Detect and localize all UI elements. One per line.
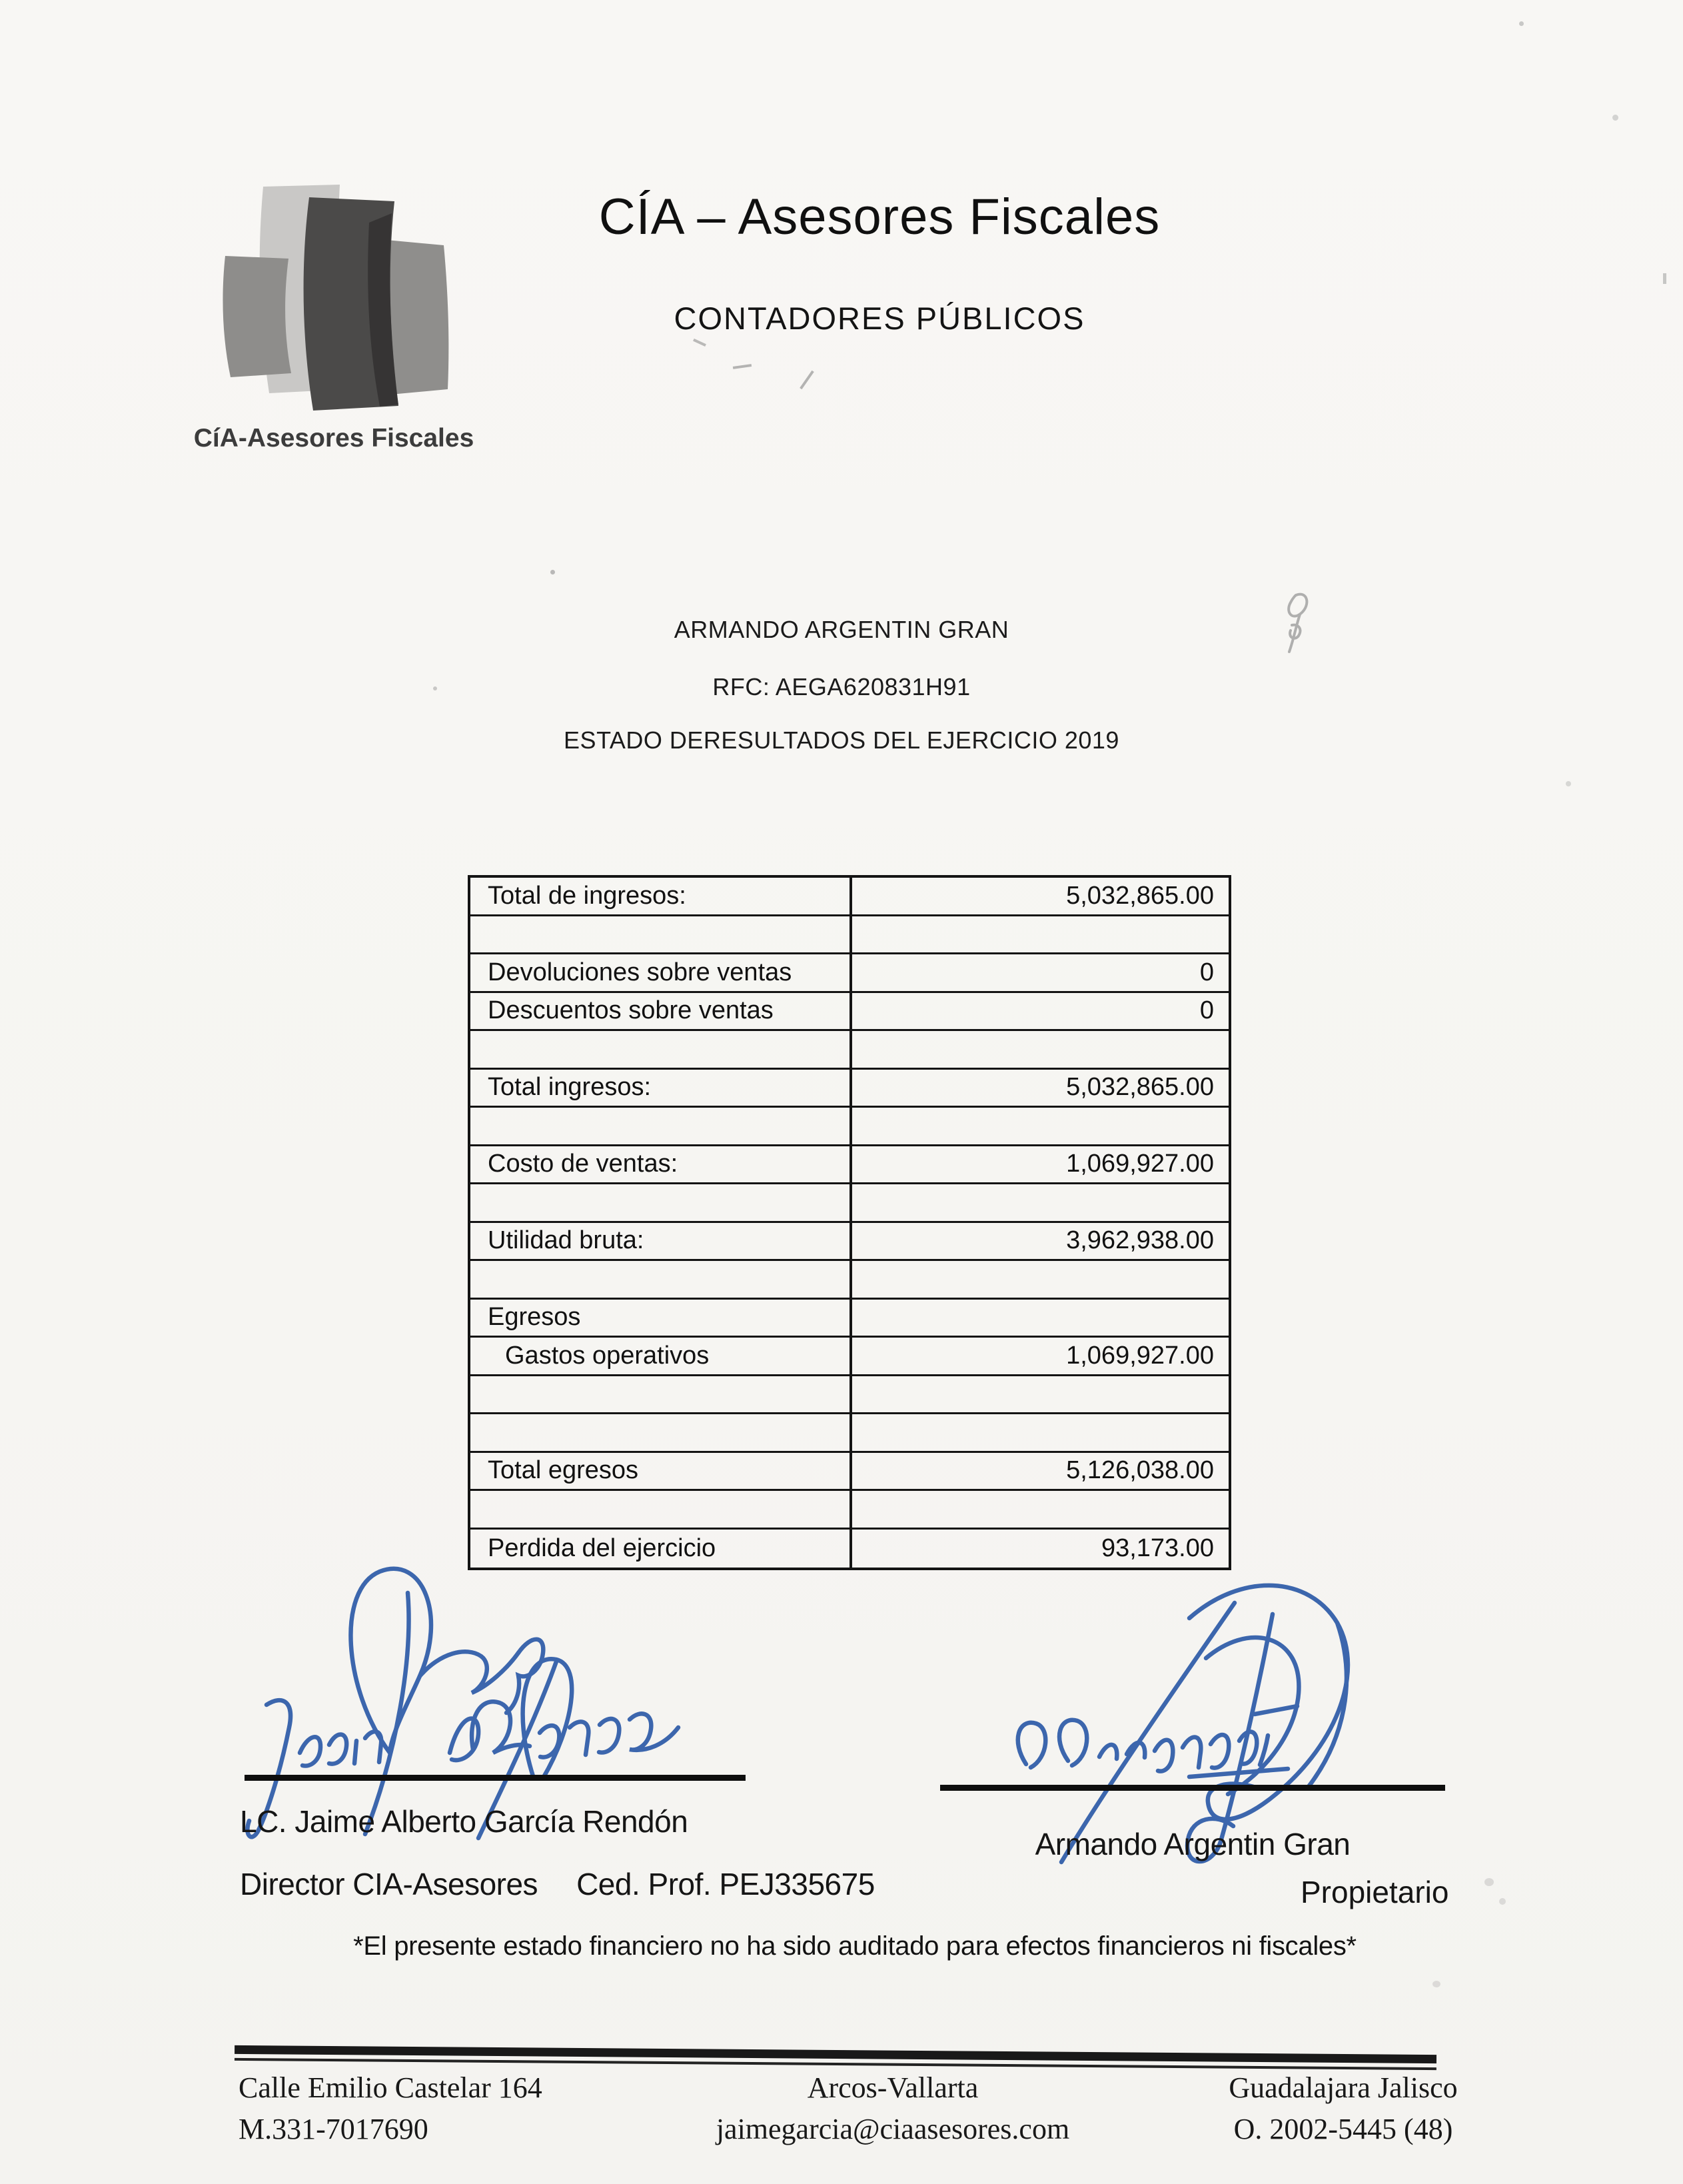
scan-speck [1499, 1898, 1506, 1905]
row-value [852, 1108, 1229, 1144]
table-row [470, 916, 1229, 955]
row-label [470, 1184, 852, 1221]
row-label: Descuentos sobre ventas [470, 993, 852, 1030]
row-label: Costo de ventas: [470, 1146, 852, 1183]
footer-city: Guadalajara Jalisco [1229, 2071, 1458, 2104]
table-row [470, 1300, 1229, 1338]
row-label: Total de ingresos: [470, 878, 852, 914]
table-row [470, 1108, 1229, 1146]
taxpayer-rfc: RFC: AEGA620831H91 [712, 673, 971, 700]
scan-speck [1566, 781, 1571, 786]
footer-address-column [239, 2067, 612, 2150]
table-row [470, 1414, 1229, 1453]
row-label: Devoluciones sobre ventas [470, 954, 852, 991]
row-label: Utilidad bruta: [470, 1223, 852, 1260]
table-row [470, 1338, 1229, 1376]
footer-mobile-phone: M.331-7017690 [239, 2113, 428, 2145]
signer-name-right: Armando Argentin Gran [1035, 1827, 1351, 1861]
scan-mark [800, 371, 814, 390]
signer-left-roles [240, 1866, 973, 1902]
scan-speck [1484, 1878, 1494, 1886]
row-label: Total ingresos: [470, 1070, 852, 1106]
footer-rule [235, 2045, 1436, 2070]
table-row [470, 878, 1229, 916]
row-value [852, 916, 1229, 953]
table-row [470, 1376, 1229, 1415]
table-row [470, 954, 1229, 993]
table-row [470, 993, 1229, 1032]
row-label: Perdida del ejercicio [470, 1530, 852, 1568]
row-value [852, 1184, 1229, 1221]
row-label [470, 1414, 852, 1451]
signer-name-left: LC. Jaime Alberto García Rendón [240, 1804, 688, 1839]
signature-line-right [940, 1785, 1445, 1791]
table-row [470, 1070, 1229, 1108]
scan-speck [1432, 1981, 1440, 1987]
row-value: 93,173.00 [1101, 1534, 1214, 1562]
scan-speck [433, 686, 437, 690]
table-row [470, 1184, 1229, 1223]
row-label: Total egresos [470, 1453, 852, 1490]
row-value [852, 1414, 1229, 1451]
row-label [470, 1108, 852, 1144]
table-row [470, 1453, 1229, 1492]
signer-left-license: Ced. Prof. PEJ335675 [576, 1867, 875, 1901]
row-label [470, 916, 852, 953]
taxpayer-name: ARMANDO ARGENTIN GRAN [674, 616, 1009, 643]
company-subtitle: CONTADORES PÚBLICOS [674, 301, 1085, 336]
statement-title: ESTADO DERESULTADOS DEL EJERCICIO 2019 [564, 726, 1119, 754]
company-logo [220, 181, 453, 416]
row-label [470, 1491, 852, 1528]
company-title: CÍA – Asesores Fiscales [598, 189, 1161, 245]
footer-street: Calle Emilio Castelar 164 [239, 2071, 542, 2104]
footer-office-phone: O. 2002-5445 (48) [1233, 2113, 1453, 2145]
row-label [470, 1376, 852, 1413]
scan-speck [1612, 115, 1618, 121]
table-row [470, 1261, 1229, 1300]
signature-line-left [245, 1775, 746, 1781]
row-value: 1,069,927.00 [1066, 1341, 1214, 1370]
table-row [470, 1491, 1229, 1530]
row-value [852, 1031, 1229, 1068]
row-value [852, 1261, 1229, 1298]
row-label [470, 1261, 852, 1298]
signer-right-role: Propietario [1301, 1875, 1449, 1909]
row-value [852, 1300, 1229, 1336]
row-label: Egresos [470, 1300, 852, 1336]
scan-mark [733, 364, 752, 369]
row-value [852, 1491, 1229, 1528]
row-value: 0 [1199, 996, 1214, 1025]
logo-caption: CíA-Asesores Fiscales [193, 424, 474, 453]
row-value: 5,126,038.00 [1066, 1456, 1214, 1485]
scan-speck [550, 570, 555, 574]
footer-neighborhood-column [693, 2067, 1093, 2150]
footer-city-column [1197, 2067, 1490, 2150]
table-row [470, 1146, 1229, 1185]
scan-speck [1519, 21, 1524, 26]
table-row [470, 1031, 1229, 1070]
scan-mark [693, 339, 706, 347]
income-statement-table [468, 875, 1231, 1570]
scan-mark [1663, 273, 1666, 284]
row-label: Gastos operativos [470, 1338, 852, 1374]
footer-neighborhood: Arcos-Vallarta [807, 2071, 979, 2104]
signer-left-role: Director CIA-Asesores [240, 1867, 538, 1901]
disclaimer-text: *El presente estado financiero no ha sido auditado para efectos financieros ni fiscales* [353, 1931, 1357, 1961]
row-value: 5,032,865.00 [1066, 881, 1214, 910]
row-value: 1,069,927.00 [1066, 1150, 1214, 1178]
row-value [852, 1376, 1229, 1413]
footer-email: jaimegarcia@ciaasesores.com [716, 2113, 1070, 2145]
row-label [470, 1031, 852, 1068]
row-value: 3,962,938.00 [1066, 1226, 1214, 1255]
signature-jaime-ink [220, 1553, 753, 1846]
row-value: 0 [1199, 958, 1214, 986]
scan-smudge [1276, 585, 1316, 658]
table-row [470, 1223, 1229, 1262]
row-value: 5,032,865.00 [1066, 1073, 1214, 1102]
